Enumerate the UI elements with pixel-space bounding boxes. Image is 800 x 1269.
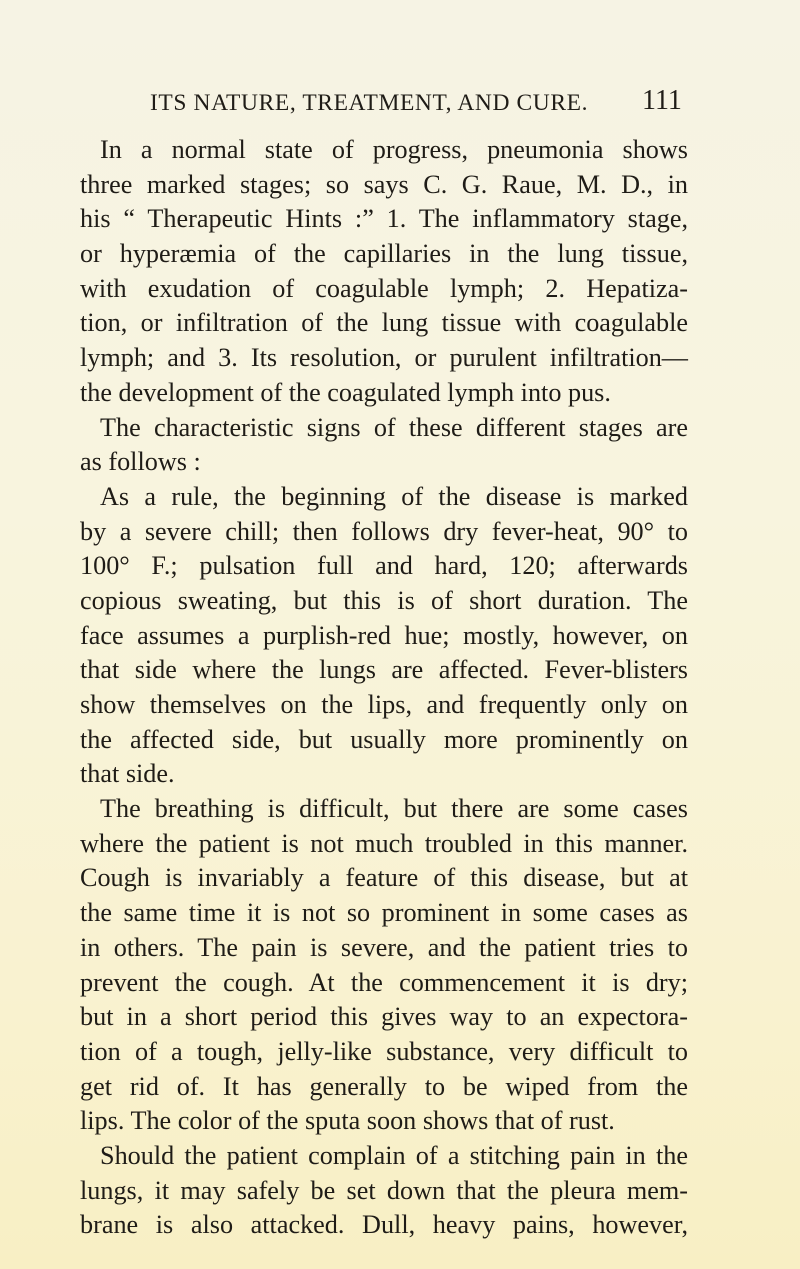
running-head: [150, 86, 690, 120]
text-line: In a normal state of progress, pneumonia shows: [100, 135, 688, 164]
text-line: by a severe chill; then follows dry fever-heat, 90° to: [80, 516, 688, 546]
text-line: get rid of. It has generally to be wiped from the: [80, 1071, 688, 1101]
text-line: 100° F.; pulsation full and hard, 120; afterwards: [80, 551, 688, 581]
text-line: Cough is invariably a feature of this disease, but at: [80, 863, 688, 893]
text-line: but in a short period this gives way to an expectora-: [80, 1002, 688, 1032]
text-line: as follows :: [80, 447, 201, 477]
text-line: with exudation of coagulable lymph; 2. Hepatiza-: [80, 273, 688, 303]
text-line: the affected side, but usually more prominently on: [80, 724, 688, 754]
text-line: the same time it is not so prominent in some cases as: [80, 898, 688, 928]
text-line: prevent the cough. At the commencement it is dry;: [80, 967, 688, 997]
text-line: copious sweating, but this is of short duration. The: [80, 585, 688, 615]
text-line: brane is also attacked. Dull, heavy pains, however,: [80, 1210, 688, 1240]
text-line: As a rule, the beginning of the disease is marked: [100, 481, 688, 511]
text-line: lymph; and 3. Its resolution, or purulent infiltration—: [80, 343, 688, 373]
running-head-title: ITS NATURE, TREATMENT, AND CURE.: [150, 90, 589, 116]
text-line: face assumes a purplish-red hue; mostly, however, on: [80, 620, 688, 650]
text-line: where the patient is not much troubled in this manner.: [80, 828, 688, 858]
text-line: Should the patient complain of a stitching pain in the: [100, 1140, 688, 1170]
body-text: [80, 133, 688, 1243]
text-line: three marked stages; so says C. G. Raue, M. D., in: [80, 169, 688, 199]
text-line: tion of a tough, jelly-like substance, very difficult to: [80, 1036, 688, 1066]
text-line: The characteristic signs of these different stages are: [100, 412, 688, 442]
text-line: that side where the lungs are affected. Fever-blisters: [80, 655, 688, 685]
text-line: the development of the coagulated lymph into pus.: [80, 377, 611, 407]
page-number: 111: [642, 85, 682, 116]
text-line: lungs, it may safely be set down that the pleura mem-: [80, 1175, 688, 1205]
text-line: or hyperæmia of the capillaries in the lung tissue,: [80, 239, 688, 269]
text-line: lips. The color of the sputa soon shows that of rust.: [80, 1106, 615, 1136]
text-line: his “ Therapeutic Hints :” 1. The inflammatory stage,: [80, 204, 688, 234]
text-line: tion, or infiltration of the lung tissue with coagulable: [80, 308, 688, 338]
text-line: in others. The pain is severe, and the patient tries to: [80, 932, 688, 962]
text-line: that side.: [80, 759, 175, 789]
text-line: The breathing is difficult, but there are some cases: [100, 794, 688, 824]
text-line: show themselves on the lips, and frequently only on: [80, 690, 688, 719]
